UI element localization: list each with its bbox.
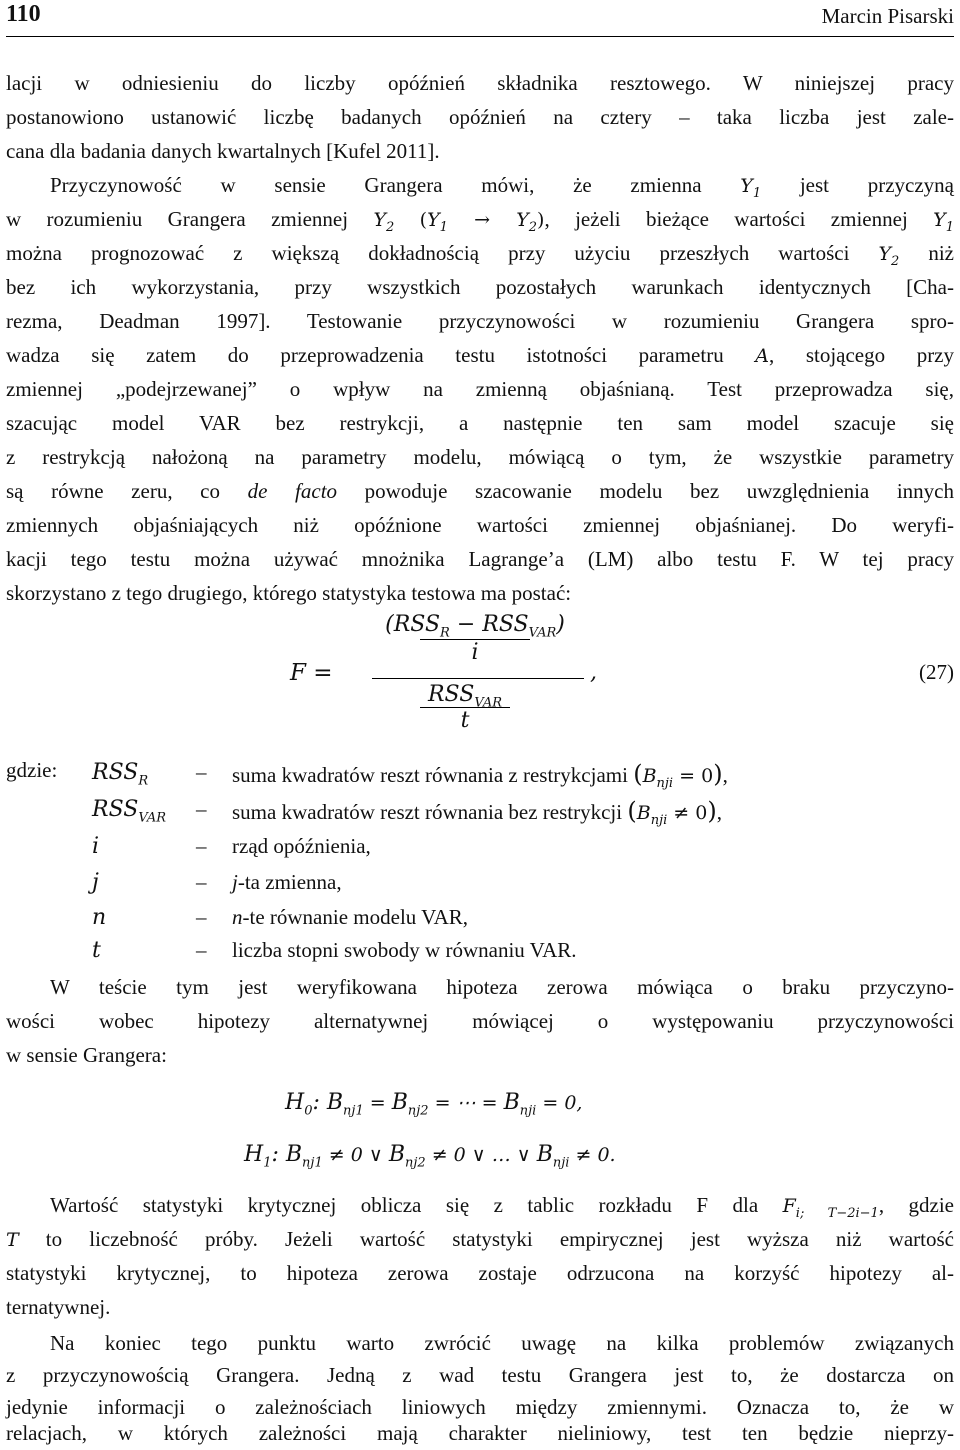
- text-line: bez ich wykorzystania, przy wszystkich pozostałych warunkach identycznych [Cha-: [6, 275, 954, 299]
- null-hypothesis: $H_0$: $B_{nj1} = B_{nj2}$ = ⋯ = $B_{nji} = 0$,: [285, 1090, 583, 1119]
- alternative-hypothesis: $H_1$: $B_{nj1} \ne 0$ ∨ $B_{nj2} \ne 0$ ∨ … ∨ $B_{nji} \ne 0$.: [244, 1142, 616, 1171]
- text-line: relacjach, w których zależności mają charakter nieliniowy, test ten będzie nieprzy-: [6, 1421, 954, 1445]
- text-line: szacując model VAR bez restrykcji, a następnie ten sam model szacuje się: [6, 411, 954, 435]
- equation-number: (27): [919, 660, 954, 684]
- definitions-label: gdzie:: [6, 758, 58, 782]
- formula-denominator: $RSS_{VAR}$ t: [410, 682, 520, 733]
- definition-row: i – rząd opóźnienia,: [92, 834, 371, 859]
- text-line: T to liczebność próby. Jeżeli wartość statystyki empirycznej jest wyższa niż wartość: [6, 1227, 954, 1251]
- text-line: W teście tym jest weryfikowana hipoteza zerowa mówiąca o braku przyczyno-: [50, 975, 954, 999]
- running-author: Marcin Pisarski: [821, 4, 954, 28]
- text-line: Na koniec tego punktu warto zwrócić uwagę na kilka problemów związanych: [50, 1331, 954, 1355]
- definition-row: t – liczba stopni swobody w równaniu VAR.: [92, 938, 577, 963]
- text-line: jedynie informacji o zależnościach liniowych między zmiennymi. Oznacza to, że w: [6, 1395, 954, 1419]
- text-line: zmiennej „podejrzewanej” o wpływ na zmienną objaśnianą. Test przeprowadza się,: [6, 377, 954, 401]
- text-line: lacji w odniesieniu do liczby opóźnień składnika resztowego. W niniejszej pracy: [6, 71, 954, 95]
- text-line: wości wobec hipotezy alternatywnej mówiącej o występowaniu przyczynowości: [6, 1009, 954, 1033]
- text-line: rezma, Deadman 1997]. Testowanie przyczynowości w rozumieniu Grangera spro-: [6, 309, 954, 333]
- text-line: Przyczynowość w sensie Grangera mówi, że zmienna $Y_1$ jest przyczyną: [50, 173, 954, 201]
- text-line: w sensie Grangera:: [6, 1043, 167, 1067]
- text-line: zmiennych objaśniających niż opóźnione wartości zmiennej objaśnianej. Do weryfi-: [6, 513, 954, 537]
- text-line: z restrykcją nałożoną na parametry modelu, mówiącą o tym, że wszystkie parametry: [6, 445, 954, 469]
- page-header: [6, 0, 954, 37]
- text-line: kacji tego testu można używać mnożnika Lagrange’a (LM) albo testu F. W tej pracy: [6, 547, 954, 571]
- text-line: postanowiono ustanowić liczbę badanych opóźnień na cztery – taka liczba jest zale-: [6, 105, 954, 129]
- text-line: są równe zeru, co de facto powoduje szacowanie modelu bez uwzględnienia innych: [6, 479, 954, 503]
- text-line: wadza się zatem do przeprowadzenia testu istotności parametru A, stojącego przy: [6, 343, 955, 367]
- text-line: można prognozować z większą dokładnością przy użyciu przeszłych wartości $Y_2$ niż: [6, 241, 954, 269]
- text-line: z przyczynowością Grangera. Jedną z wad testu Grangera jest to, że dostarcza on: [6, 1363, 954, 1387]
- formula-numerator: $(RSS_R - RSS_{VAR})$ i: [385, 612, 565, 666]
- text-line: w rozumieniu Grangera zmiennej $Y_2$ $(Y_1 \to Y_2)$, jeżeli bieżące wartości zmiennej $Y_1$: [6, 207, 954, 235]
- text-line: cana dla badania danych kwartalnych [Kufel 2011].: [6, 139, 440, 163]
- definition-row: $RSS_R$ – suma kwadratów reszt równania z restrykcjami $(B_{nji} = 0)$,: [92, 760, 728, 791]
- definition-row: n – n-te równanie modelu VAR,: [92, 905, 469, 930]
- text-line: statystyki krytycznej, to hipoteza zerowa zostaje odrzucona na korzyść hipotezy al-: [6, 1261, 954, 1285]
- definition-row: j – j-ta zmienna,: [92, 870, 342, 895]
- page-number: 110: [6, 1, 41, 27]
- text-line: skorzystano z tego drugiego, którego statystyka testowa ma postać:: [6, 581, 572, 605]
- text-line: ternatywnej.: [6, 1295, 111, 1319]
- text-line: Wartość statystyki krytycznej oblicza się z tablic rozkładu F dla $F_{i; T-2i-1}$, gdzie: [50, 1193, 955, 1221]
- main-fraction-bar: [372, 678, 584, 679]
- formula-lhs: F =: [290, 660, 333, 686]
- definition-row: $RSS_{VAR}$ – suma kwadratów reszt równania bez restrykcji $(B_{nji} \ne 0)$,: [92, 797, 722, 828]
- formula-27: F = $(RSS_R - RSS_{VAR})$ i , $RSS_{VAR}$ t (27): [290, 612, 954, 734]
